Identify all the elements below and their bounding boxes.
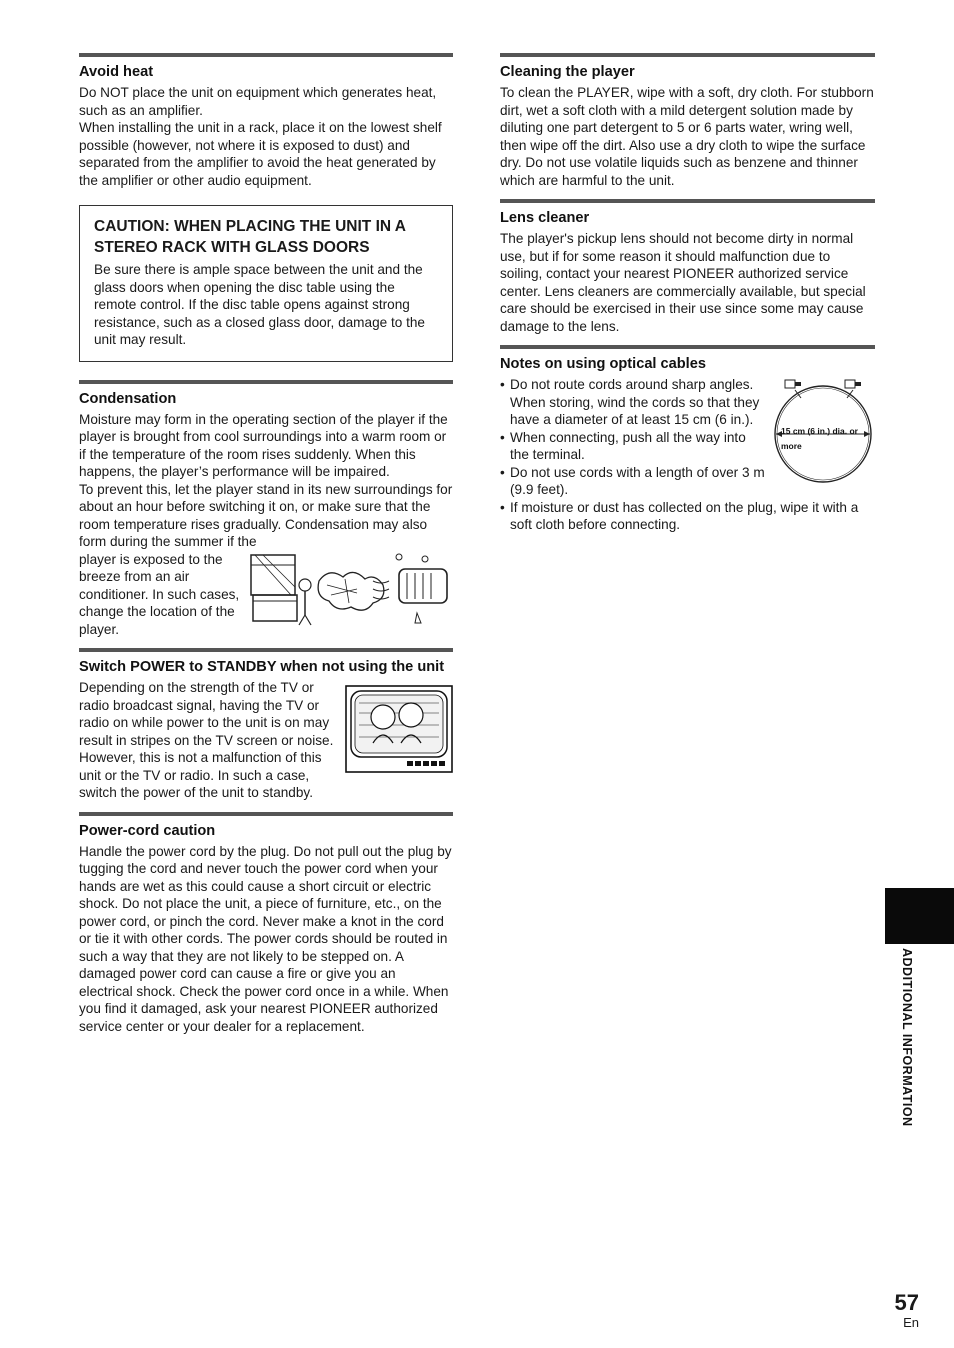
standby-paragraph: Depending on the strength of the TV or radio broadcast signal, having the TV or radio on while power to the unit is on may result in stripes on the TV screen or noise. However, this is not a malfunction of this unit or the TV or radio. In such a case, switch the power of the unit to standby. <box>79 680 334 800</box>
condensation-paragraph-1: Moisture may form in the operating section of the player if the player is brought from cool surroundings into a warm room or if the temperature of the room rises suddenly. When this happens, the player’s performance will be impaired. <box>79 411 448 479</box>
section-avoid-heat <box>79 53 453 189</box>
list-item-text: If moisture or dust has collected on the plug, wipe it with a soft cloth before connecting. <box>510 499 859 532</box>
avoid-heat-heading: Avoid heat <box>79 64 154 80</box>
section-lens-cleaner <box>500 199 875 335</box>
list-item-text: Do not use cords with a length of over 3 m (9.9 feet). <box>510 464 765 497</box>
section-tab-marker <box>885 888 954 944</box>
caution-paragraph: Be sure there is ample space between the unit and the glass doors when opening the disc table using the remote control. If the disc table opens against strong resistance, such as a closed glass door, damage to the unit may result. <box>94 262 425 347</box>
cable-diameter-label-2: more <box>781 441 802 451</box>
condensation-paragraph-2: To prevent this, let the player stand in its new surroundings for about an hour before switching it on, or make sure that the room temperature rises gradually. Condensation may also form during the summer if the <box>79 481 453 549</box>
section-power-cord <box>79 812 453 1036</box>
bullet-marker: • <box>500 377 505 392</box>
tv-illustration <box>345 685 453 773</box>
optical-cables-heading: Notes on using optical cables <box>500 356 706 372</box>
list-item-text: When connecting, push all the way into the terminal. <box>510 429 746 462</box>
cleaning-heading: Cleaning the player <box>500 64 635 80</box>
section-condensation <box>79 380 453 639</box>
power-cord-paragraph: Handle the power cord by the plug. Do not pull out the plug by tugging the cord and never touch the power cord when your hands are wet as this could cause a short circuit or electric shock. Do not place the unit, a piece of furniture, etc., on the power cord, or pinch the cord. Never make a knot in the cord or tie it with other cords. The power cords should be routed in such a way that they are not likely to be stepped on. A damaged power cord can cause a fire or give you an electrical shock. Check the power cord once in a while. When you find it damaged, ask your nearest PIONEER authorized service center or your dealer for a replacement. <box>79 843 452 1034</box>
bullet-marker: • <box>500 499 505 515</box>
power-cord-heading: Power-cord caution <box>79 822 216 839</box>
bullet-marker: • <box>500 429 505 445</box>
left-column <box>79 53 453 1045</box>
section-standby <box>79 648 453 802</box>
cleaning-paragraph: To clean the PLAYER, wipe with a soft, dry cloth. For stubborn dirt, wet a soft cloth with a mild detergent solution made by diluting one part detergent to 5 or 6 parts water, wring well, then wipe off the dirt. Also use a dry cloth to wipe the surface dry. Do not use volatile liquids such as benzene and thinner which are harmful to the unit. <box>500 85 874 188</box>
lens-cleaner-heading: Lens cleaner <box>500 210 590 226</box>
standby-heading: Switch POWER to STANDBY when not using the unit <box>79 659 445 675</box>
condensation-paragraph-3: player is exposed to the breeze from an air conditioner. In such cases, change the location of the player. <box>79 551 240 637</box>
section-optical-cables <box>500 345 875 534</box>
caution-box <box>79 205 453 362</box>
cable-loop-figure <box>773 376 875 488</box>
condensation-heading: Condensation <box>79 390 177 407</box>
right-column <box>500 53 875 544</box>
lens-cleaner-paragraph: The player's pickup lens should not become dirty in normal use, but if for some reason it should malfunction due to soiling, contact your nearest PIONEER authorized service center. Lens cleaners are commercially available, but special care should be exercised in their use since some may cause damage to the lens. <box>500 231 866 334</box>
caution-heading: CAUTION: WHEN PLACING THE UNIT IN A STEREO RACK WITH GLASS DOORS <box>94 218 406 256</box>
avoid-heat-paragraph-1: Do NOT place the unit on equipment which generates heat, such as an amplifier. <box>79 85 437 118</box>
page-number: 57 <box>894 1290 919 1315</box>
page-language: En <box>903 1315 919 1330</box>
side-section-label: ADDITIONAL INFORMATION <box>900 948 914 1127</box>
section-cleaning <box>500 53 875 189</box>
list-item <box>500 499 875 534</box>
bullet-marker: • <box>500 464 505 480</box>
list-item-text: Do not route cords around sharp angles. When storing, wind the cords so that they have a diameter of at least 15 cm (6 in.). <box>510 377 760 427</box>
avoid-heat-paragraph-2: When installing the unit in a rack, place it on the lowest shelf possible (however, not where it is exposed to dust) and separated from the amplifier to avoid the heat generated by the amplifier or other audio equipment. <box>79 120 442 188</box>
air-conditioner-illustration <box>249 551 453 629</box>
cable-diameter-label-1: 15 cm (6 in.) dia. or <box>781 426 858 436</box>
